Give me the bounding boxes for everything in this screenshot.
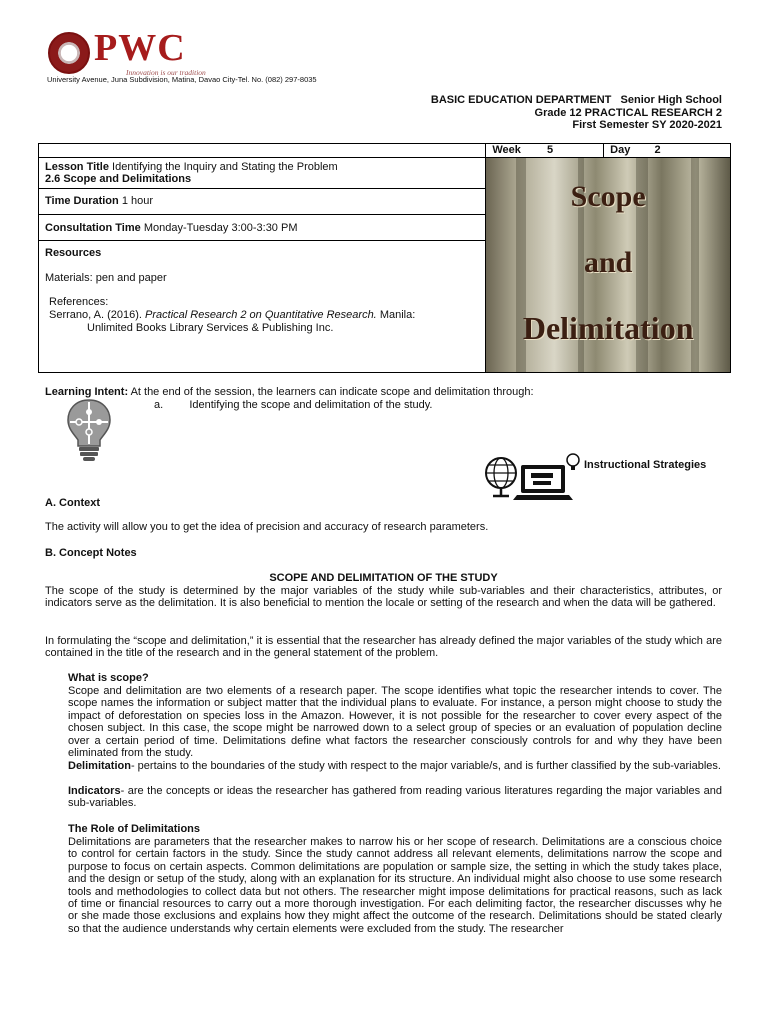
puzzle-lightbulb-icon [65, 398, 113, 462]
resources-cell [39, 241, 486, 373]
semester-line: First Semester SY 2020-2021 [572, 119, 722, 131]
time-duration-cell [39, 189, 486, 215]
day-value: 2 [654, 144, 661, 156]
image-text-and: and [583, 246, 633, 279]
scope-delimitation-image [486, 158, 730, 372]
school-address: University Avenue, Juna Subdivision, Matina, Davao City-Tel. No. (082) 297-8035 [47, 75, 317, 84]
scope-image-cell [486, 158, 731, 373]
learning-intent [45, 386, 735, 411]
indicators-term: Indicators [68, 785, 121, 797]
dept-line: BASIC EDUCATION DEPARTMENT Senior High School [430, 94, 722, 106]
lesson-title-value: Identifying the Inquiry and Stating the Problem [112, 161, 338, 173]
learning-intent-text: At the end of the session, the learners can indicate scope and delimitation through: [130, 386, 534, 398]
time-value: 1 hour [121, 195, 154, 207]
day-cell [604, 144, 731, 158]
logo-text: PWC [94, 27, 186, 69]
image-text-delimitation: Delimitation [522, 310, 694, 346]
learning-intent-item: a. Identifying the scope and delimitation of the study. [154, 399, 433, 411]
school-logo [48, 27, 208, 77]
instructional-strategies [483, 451, 733, 503]
lesson-info-table [38, 143, 731, 373]
day-label: Day [610, 144, 631, 156]
concept-title: SCOPE AND DELIMITATION OF THE STUDY [269, 572, 498, 584]
time-label: Time Duration [45, 195, 119, 207]
references-label: References: [49, 296, 109, 308]
department-header [431, 94, 722, 132]
concept-paragraph-2: In formulating the “scope and delimitation,” it is essential that the researcher has already defined the major variables of the study which are contained in the title of the research and in the general statement of the problem. [45, 635, 722, 660]
reference-entry: Serrano, A. (2016). Practical Research 2 on Quantitative Research. Manila: [49, 309, 416, 321]
concept-notes-heading: B. Concept Notes [45, 547, 137, 559]
indicators-definition [68, 785, 722, 810]
delimitation-term: Delimitation [68, 760, 131, 772]
lesson-title-label: Lesson Title [45, 161, 109, 173]
strategies-label: Instructional Strategies [584, 459, 707, 471]
consultation-cell [39, 215, 486, 241]
consult-value: Monday-Tuesday 3:00-3:30 PM [143, 222, 298, 234]
scope-heading: What is scope? [68, 672, 149, 684]
context-heading: A. Context [45, 497, 100, 509]
computer-globe-icon [483, 451, 583, 503]
week-cell [486, 144, 604, 158]
scope-text: Scope and delimitation are two elements of a research paper. The scope identifies what topic the researcher intends to cover. The scope names the information or subject matter that the individual plans to evaluate. For instance, a person might choose to study the impact of deforestation on species loss in the Amazon. However, it is not possible for the researcher to cover every aspect of the chosen subject. In this case, the scope might be narrowed down to a select group of species or an evaluation of population decline over a certain period of time. Delimitations define what factors the researcher consciously controls for and why they have been eliminated from the study. [68, 685, 722, 760]
lesson-subtitle: 2.6 Scope and Delimitations [45, 173, 192, 185]
week-label: Week [492, 144, 521, 156]
delimitation-definition [68, 760, 722, 772]
role-text: Delimitations are parameters that the researcher makes to narrow his or her scope of research. Delimitations are a conscious choice to control for certain factors in the study. Since the study cannot address all relevant elements, delimitations narrow the scope and purpose to focus on certain aspects. Common delimitations are population or sample size, the setting in which the study takes place, and the design or setup of the study, along with an explanation for its structure. An individual might also choose to use some research tools and methodologies to collect data but not others. The researcher might impose delimitations for practical reasons, such as lack of time or financial resources to carry out a more thorough investigation. For each delimiting factor, the researcher discusses why he or she made those exclusions and explains how they might affect the outcome of the research. Delimitations should be stated clearly so that the audience understands why certain elements were excluded from the study. The researcher [68, 836, 722, 935]
resources-label: Resources [45, 247, 102, 259]
concept-paragraph-1: The scope of the study is determined by the major variables of the study while sub-variables and their characteristics, attributes, or indicators serve as the delimitation. It is also beneficial to mention the locale or setting of the research and when the data will be gathered. [45, 585, 722, 610]
consult-label: Consultation Time [45, 222, 141, 234]
lesson-title-cell [39, 158, 486, 189]
indicators-text: - are the concepts or ideas the researcher has gathered from reading various literatures regarding the major variables and sub-variables. [68, 785, 722, 810]
learning-intent-label: Learning Intent: [45, 386, 129, 398]
image-text-scope: Scope [570, 180, 646, 213]
materials-text: Materials: pen and paper [45, 272, 167, 284]
week-value: 5 [547, 144, 554, 156]
reference-publisher: Unlimited Books Library Services & Publishing Inc. [87, 322, 334, 334]
role-heading: The Role of Delimitations [68, 823, 201, 835]
logo-tagline: Innovation is our tradition [126, 68, 206, 77]
delimitation-text: - pertains to the boundaries of the study with respect to the major variable/s, and is further classified by the sub-variables. [130, 760, 721, 772]
context-text: The activity will allow you to get the idea of precision and accuracy of research parameters. [45, 521, 489, 533]
course-line: Grade 12 PRACTICAL RESEARCH 2 [534, 106, 722, 119]
school-seal-icon [48, 32, 90, 74]
